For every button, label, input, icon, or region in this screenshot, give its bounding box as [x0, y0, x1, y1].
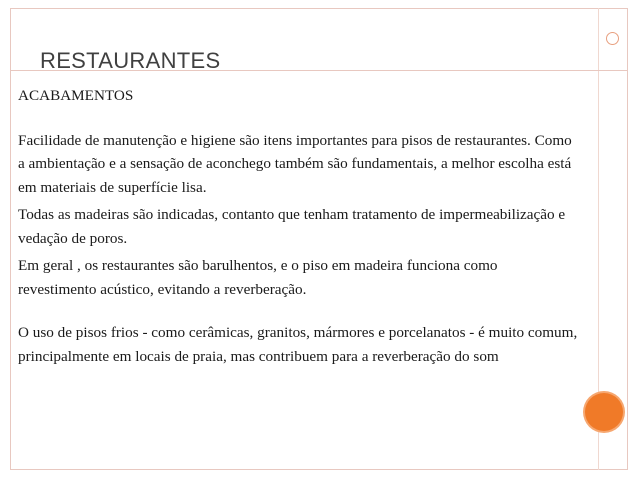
paragraph-acoustic: Em geral , os restaurantes são barulhentos, e o piso em madeira funciona como revestimento acústico, evitando a reverberação. — [18, 257, 498, 298]
section-heading: ACABAMENTOS — [18, 87, 134, 104]
decorative-orange-circle-icon — [585, 393, 623, 431]
slide-title: RESTAURANTES — [40, 48, 221, 73]
decorative-ring-icon — [606, 32, 619, 45]
paragraph-cold-floors: O uso de pisos frios - como cerâmicas, granitos, mármores e porcelanatos - é muito comum, principalmente em locais de praia, mas contribuem para a reverberação do som — [18, 324, 578, 365]
slide-body — [18, 84, 578, 368]
paragraph-woods: Todas as madeiras são indicadas, contanto que tenham tratamento de impermeabilização e vedação de poros. — [18, 206, 566, 247]
paragraph-maintenance: Facilidade de manutenção e higiene são itens importantes para pisos de restaurantes. Como a ambientação e a sensação de aconchego também são fundamentais, a melhor escolha está em materiais de superfície lisa. — [18, 131, 572, 196]
